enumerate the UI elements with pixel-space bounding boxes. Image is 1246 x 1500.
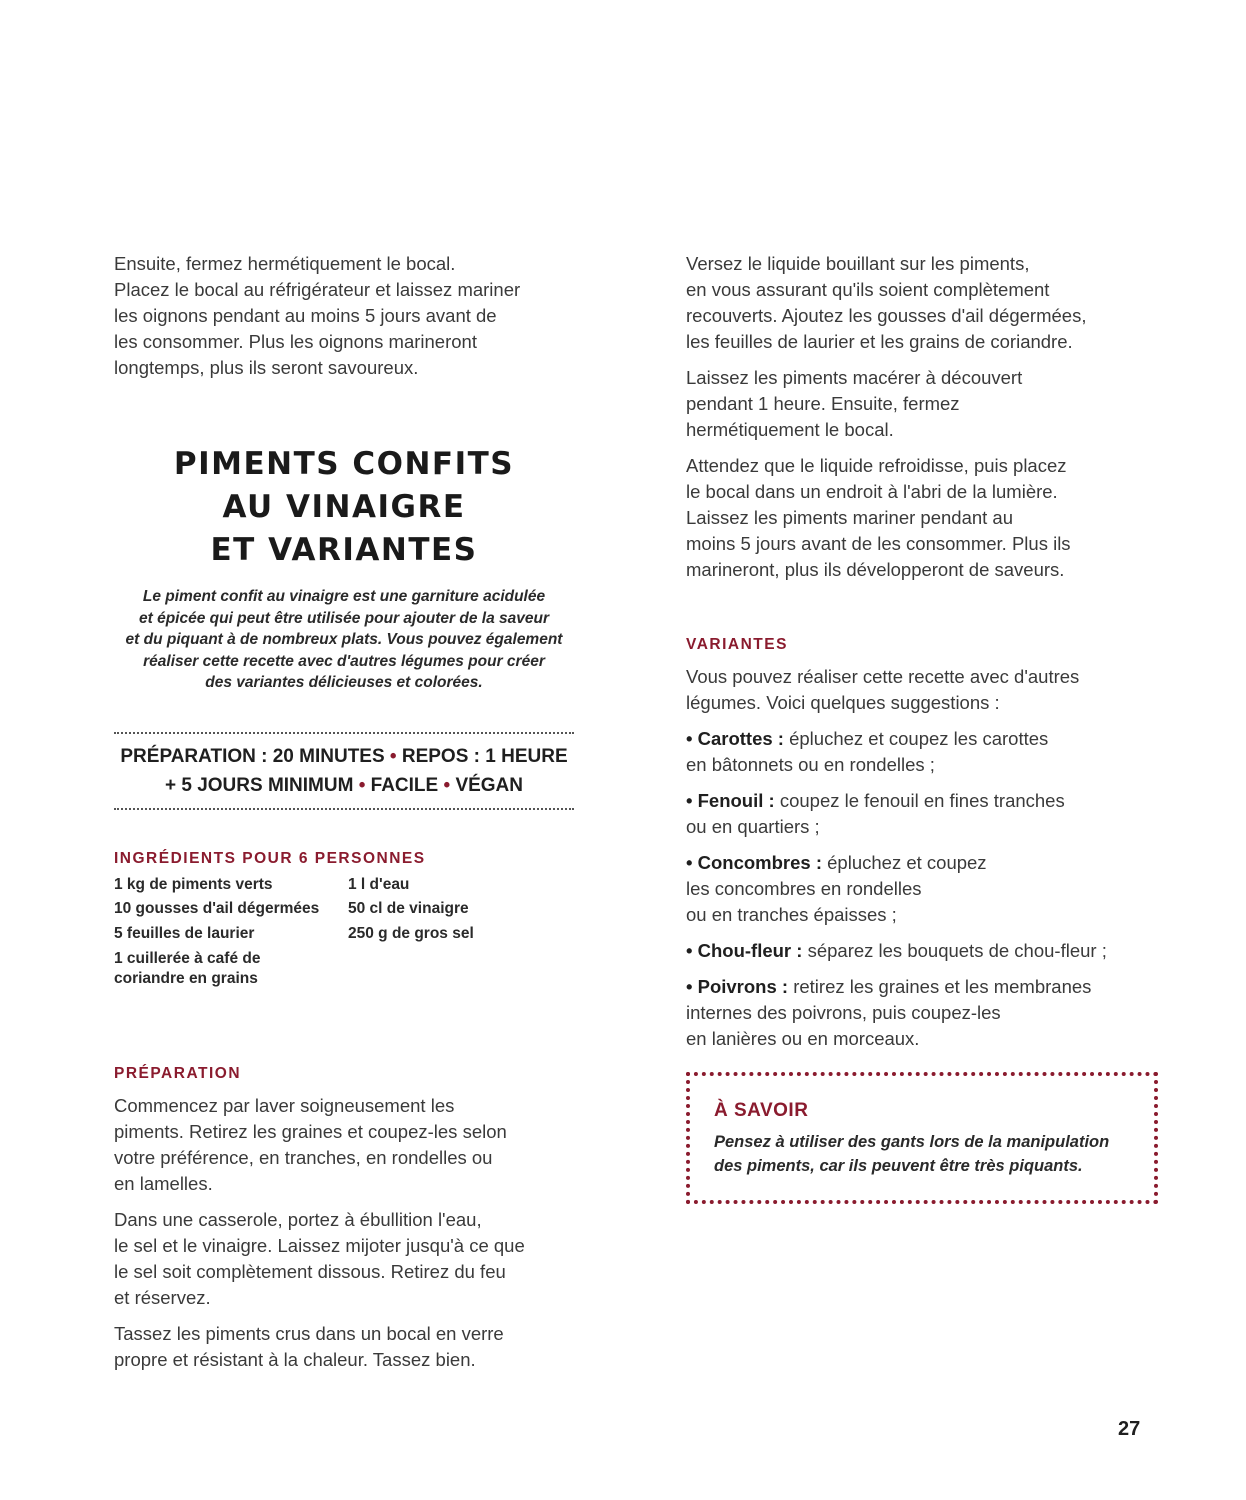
variants-heading: VARIANTES [686, 636, 788, 653]
variant-label: • Poivrons : [686, 976, 789, 997]
variant-item [686, 788, 1148, 840]
preparation-step: Attendez que le liquide refroidisse, puis placez le bocal dans un endroit à l'abri de la lumière. Laissez les piments mariner pendant au moins 5 jours avant de les consommer. Plus ils marineront, plus ils développeront de saveurs. [686, 455, 1071, 580]
ingredients-column-1 [114, 873, 348, 990]
diet: VÉGAN [455, 774, 524, 796]
preparation-step: Tassez les piments crus dans un bocal en verre propre et résistant à la chaleur. Tassez bien. [114, 1323, 504, 1370]
variant-item [686, 726, 1148, 778]
difficulty: FACILE [370, 774, 439, 796]
separator: • [358, 774, 366, 796]
preparation-heading: PRÉPARATION [114, 1065, 242, 1082]
ingredient-item: 10 gousses d'ail dégermées [114, 900, 320, 917]
variant-item [686, 850, 1148, 928]
variant-item [686, 938, 1148, 964]
tip-box [686, 1072, 1158, 1204]
variant-text: séparez les bouquets de chou-fleur ; [802, 940, 1107, 961]
ingredient-item: 50 cl de vinaigre [348, 900, 469, 917]
variants-intro: Vous pouvez réaliser cette recette avec d'autres légumes. Voici quelques suggestions : [686, 666, 1080, 713]
divider-bottom [114, 808, 574, 810]
ingredients-list [114, 873, 574, 990]
rest-time-extra: + 5 JOURS MINIMUM [164, 774, 354, 796]
preparation-step: Commencez par laver soigneusement les piments. Retirez les graines et coupez-les selon votre préférence, en tranches, en rondelles ou en lamelles. [114, 1095, 507, 1194]
prep-time: PRÉPARATION : 20 MINUTES [120, 745, 385, 767]
recipe-title: PIMENTS CONFITS AU VINAIGRE ET VARIANTES [173, 446, 515, 568]
preparation-step: Versez le liquide bouillant sur les piments, en vous assurant qu'ils soient complètement recouverts. Ajoutez les gousses d'ail dégermées, les feuilles de laurier et les grains de coriandre. [686, 253, 1087, 352]
ingredient-item: 1 l d'eau [348, 875, 410, 893]
recipe-info [114, 734, 574, 808]
variant-label: • Fenouil : [686, 790, 775, 811]
variant-label: • Concombres : [686, 852, 822, 873]
variant-label: • Carottes : [686, 728, 784, 749]
rest-time: REPOS : 1 HEURE [401, 745, 568, 767]
ingredients-column-2 [348, 873, 474, 990]
preparation-step: Dans une casserole, portez à ébullition l'eau, le sel et le vinaigre. Laissez mijoter jusqu'à ce que le sel soit complètement dissous. Retirez du feu et réservez. [114, 1209, 525, 1308]
tip-title: À SAVOIR [714, 1100, 809, 1121]
variant-text: épluchez et coupez les carottes en bâtonnets ou en rondelles ; [686, 728, 1049, 775]
variant-item [686, 974, 1148, 1052]
variant-text: épluchez et coupez les concombres en rondelles ou en tranches épaisses ; [686, 852, 987, 925]
ingredient-item: 1 cuillerée à café de coriandre en grains [114, 950, 261, 987]
right-column [686, 251, 1148, 1204]
ingredients-heading: INGRÉDIENTS POUR 6 PERSONNES [114, 849, 426, 867]
variant-text: coupez le fenouil en fines tranches ou en quartiers ; [686, 790, 1065, 837]
opening-paragraph: Ensuite, fermez hermétiquement le bocal. Placez le bocal au réfrigérateur et laissez mariner les oignons pendant au moins 5 jours avant de les consommer. Plus les oignons marineront longtemps, plus ils seront savoureux. [114, 253, 521, 378]
ingredient-item: 5 feuilles de laurier [114, 924, 255, 942]
left-column [114, 251, 574, 1383]
separator: • [389, 745, 397, 767]
tip-text: Pensez à utiliser des gants lors de la manipulation des piments, car ils peuvent être très piquants. [714, 1133, 1110, 1175]
preparation-step: Laissez les piments macérer à découvert pendant 1 heure. Ensuite, fermez hermétiquement le bocal. [686, 367, 1023, 440]
variant-label: • Chou-fleur : [686, 940, 803, 961]
separator: • [443, 774, 451, 796]
ingredient-item: 1 kg de piments verts [114, 875, 273, 893]
recipe-intro: Le piment confit au vinaigre est une garniture acidulée et épicée qui peut être utilisée pour ajouter de la saveur et du piquant à de nombreux plats. Vous pouvez également réaliser cette recette avec d'autres légumes pour créer des variantes délicieuses et colorées. [125, 588, 563, 691]
page-number: 27 [1118, 1418, 1141, 1440]
ingredient-item: 250 g de gros sel [348, 924, 474, 942]
variant-text: retirez les graines et les membranes internes des poivrons, puis coupez-les en lanières ou en morceaux. [686, 976, 1092, 1049]
